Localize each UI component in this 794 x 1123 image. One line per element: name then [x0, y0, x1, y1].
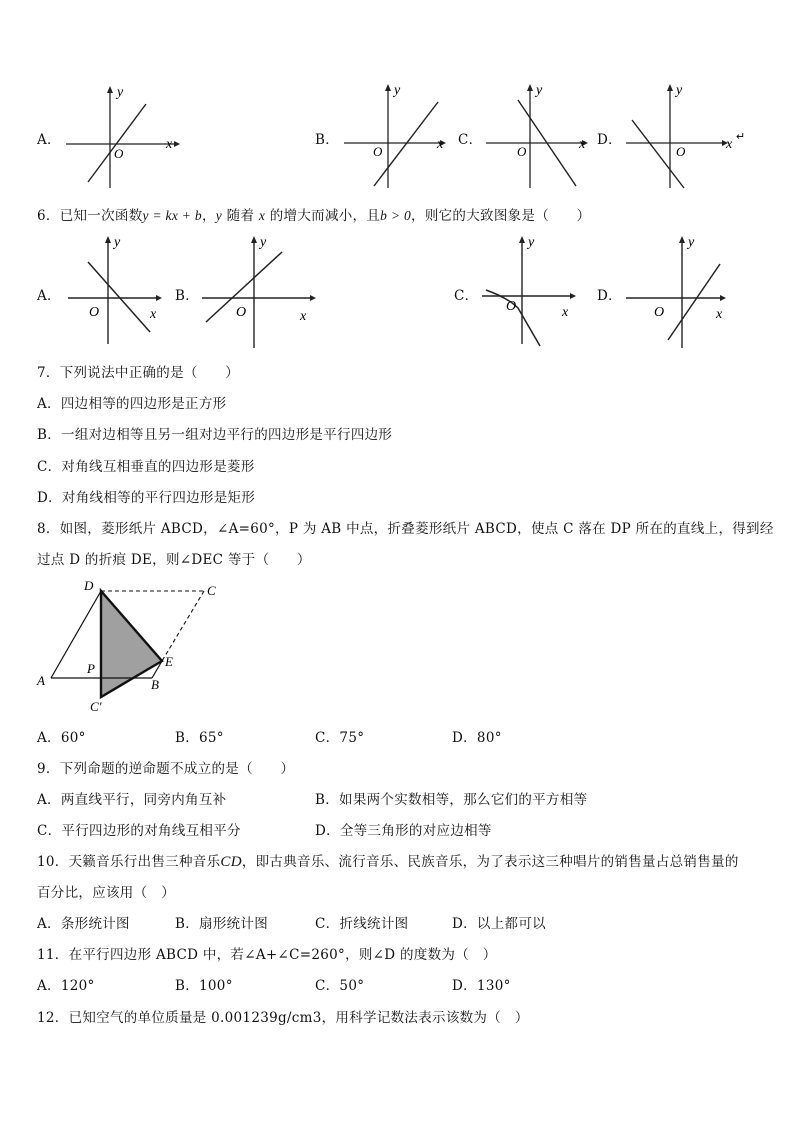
q11-option-d: D．130° [452, 978, 511, 994]
q8-option-a: A．60° [37, 730, 86, 746]
q10-option-c: C．折线统计图 [315, 916, 409, 932]
q8-point-c-prime: C′ [90, 699, 102, 714]
q6b-origin-label: O [236, 305, 247, 320]
q8-point-p: P [87, 661, 95, 676]
q5a-origin-label: O [114, 146, 124, 161]
q6-stem-e: ，则它的大致图象是（ ） [411, 208, 591, 224]
q5a-x-axis-label: x [166, 137, 173, 152]
q5-option-c-label: C． [458, 132, 483, 148]
q8-point-d: D [84, 578, 94, 593]
q6a-origin-label: O [89, 305, 100, 320]
q10-stem-line1 [37, 853, 739, 871]
q8-stem-line2: 过点 D 的折痕 DE，则∠DEC 等于（ ） [37, 552, 311, 568]
q8-option-c: C．75° [315, 730, 365, 746]
q5b-y-axis-label: y [394, 83, 401, 98]
q9-option-b: B．如果两个实数相等，那么它们的平方相等 [315, 792, 588, 808]
q7-stem: 7．下列说法中正确的是（ ） [37, 365, 240, 381]
q5-option-d-label: D． [597, 132, 622, 148]
q9-stem: 9．下列命题的逆命题不成立的是（ ） [37, 761, 295, 777]
q6-stem-c: 随着 [222, 208, 259, 224]
q11-option-a: A．120° [37, 978, 95, 994]
q10-option-d: D．以上都可以 [452, 916, 546, 932]
q6c-x-axis-label: x [562, 305, 569, 320]
q6-option-b-label: B． [175, 288, 200, 304]
q10-option-a: A．条形统计图 [37, 916, 130, 932]
q5c-x-axis-label: x [579, 137, 586, 152]
q10-stem-line2: 百分比，应该用（ ） [37, 885, 175, 901]
q6-stem-a: 6．已知一次函数 [37, 208, 143, 224]
q11-option-c: C．50° [315, 978, 365, 994]
q7-option-a: A．四边相等的四边形是正方形 [37, 396, 227, 412]
q8-option-d: D．80° [452, 730, 502, 746]
q6-stem [37, 207, 590, 225]
q5-graph-a [62, 84, 182, 192]
q9-option-d: D．全等三角形的对应边相等 [315, 823, 492, 839]
q11-stem: 11．在平行四边形 ABCD 中，若∠A+∠C=260°，则∠D 的度数为（ ） [37, 947, 497, 963]
q5d-origin-label: O [676, 144, 686, 159]
q6-graph-d [622, 232, 734, 350]
q5d-x-axis-label: x [726, 137, 733, 152]
q10-stem-b: ，即古典音乐、流行音乐、民族音乐，为了表示这三种唱片的销售量占总销售量的 [241, 854, 739, 870]
q5b-origin-label: O [373, 144, 383, 159]
q5-graph-d [622, 80, 746, 192]
q6-graph-c [478, 232, 582, 350]
q8-point-c: C [207, 583, 216, 598]
q8-option-b: B．65° [175, 730, 224, 746]
q11-option-b: B．100° [175, 978, 233, 994]
q9-option-c: C．平行四边形的对角线互相平分 [37, 823, 241, 839]
q6-x-var: x [258, 208, 266, 223]
q6-stem-d: 的增大而减小，且 [265, 208, 381, 224]
q6b-y-axis-label: y [260, 235, 267, 250]
q6-graph-a [64, 232, 174, 350]
q6b-x-axis-label: x [300, 309, 307, 324]
q8-point-e: E [165, 654, 173, 669]
q5-graph-b [340, 80, 450, 192]
q6c-origin-label: O [506, 299, 517, 314]
q6-y-var: y [215, 208, 223, 223]
q5c-origin-label: O [517, 144, 527, 159]
q8-point-b: B [151, 677, 159, 692]
q6d-y-axis-label: y [688, 235, 695, 250]
q5-option-b-label: B． [315, 132, 340, 148]
q5-graph-c [482, 80, 592, 192]
q5a-y-axis-label: y [117, 85, 124, 100]
q6-stem-b: ， [201, 208, 216, 224]
q6-graph-b [198, 232, 322, 350]
q5c-y-axis-label: y [536, 83, 543, 98]
q8-rhombus-figure [34, 577, 224, 717]
q6-option-c-label: C． [454, 288, 479, 304]
q10-option-b: B．扇形统计图 [175, 916, 269, 932]
q6c-y-axis-label: y [528, 235, 535, 250]
q9-option-a: A．两直线平行，同旁内角互补 [37, 792, 227, 808]
q6d-origin-label: O [654, 305, 665, 320]
q10-stem-a: 10．天籁音乐行出售三种音乐 [37, 854, 221, 870]
q6-formula: y = kx + b [142, 208, 202, 223]
q5b-x-axis-label: x [437, 137, 444, 152]
q6d-x-axis-label: x [716, 307, 723, 322]
q5-return-mark: ↵ [736, 131, 746, 143]
q8-stem-line1: 8．如图，菱形纸片 ABCD，∠A=60°，P 为 AB 中点，折叠菱形纸片 ABCD，使点 C 落在 DP 所在的直线上，得到经 [37, 521, 774, 537]
q5-option-a-label: A． [37, 132, 61, 148]
q6-option-a-label: A． [37, 288, 61, 304]
q6a-x-axis-label: x [150, 307, 157, 322]
q10-cd: CD [220, 854, 242, 870]
q8-point-a: A [37, 673, 45, 688]
q7-option-b: B．一组对边相等且另一组对边平行的四边形是平行四边形 [37, 427, 393, 443]
q12-stem: 12．已知空气的单位质量是 0.001239g/cm3，用科学记数法表示该数为（ ） [37, 1010, 529, 1026]
q7-option-d: D．对角线相等的平行四边形是矩形 [37, 490, 256, 506]
q6-condition: b > 0 [380, 208, 412, 223]
q6-option-d-label: D． [597, 288, 622, 304]
q7-option-c: C．对角线互相垂直的四边形是菱形 [37, 459, 255, 475]
q5d-y-axis-label: y [676, 83, 683, 98]
q6a-y-axis-label: y [114, 235, 121, 250]
